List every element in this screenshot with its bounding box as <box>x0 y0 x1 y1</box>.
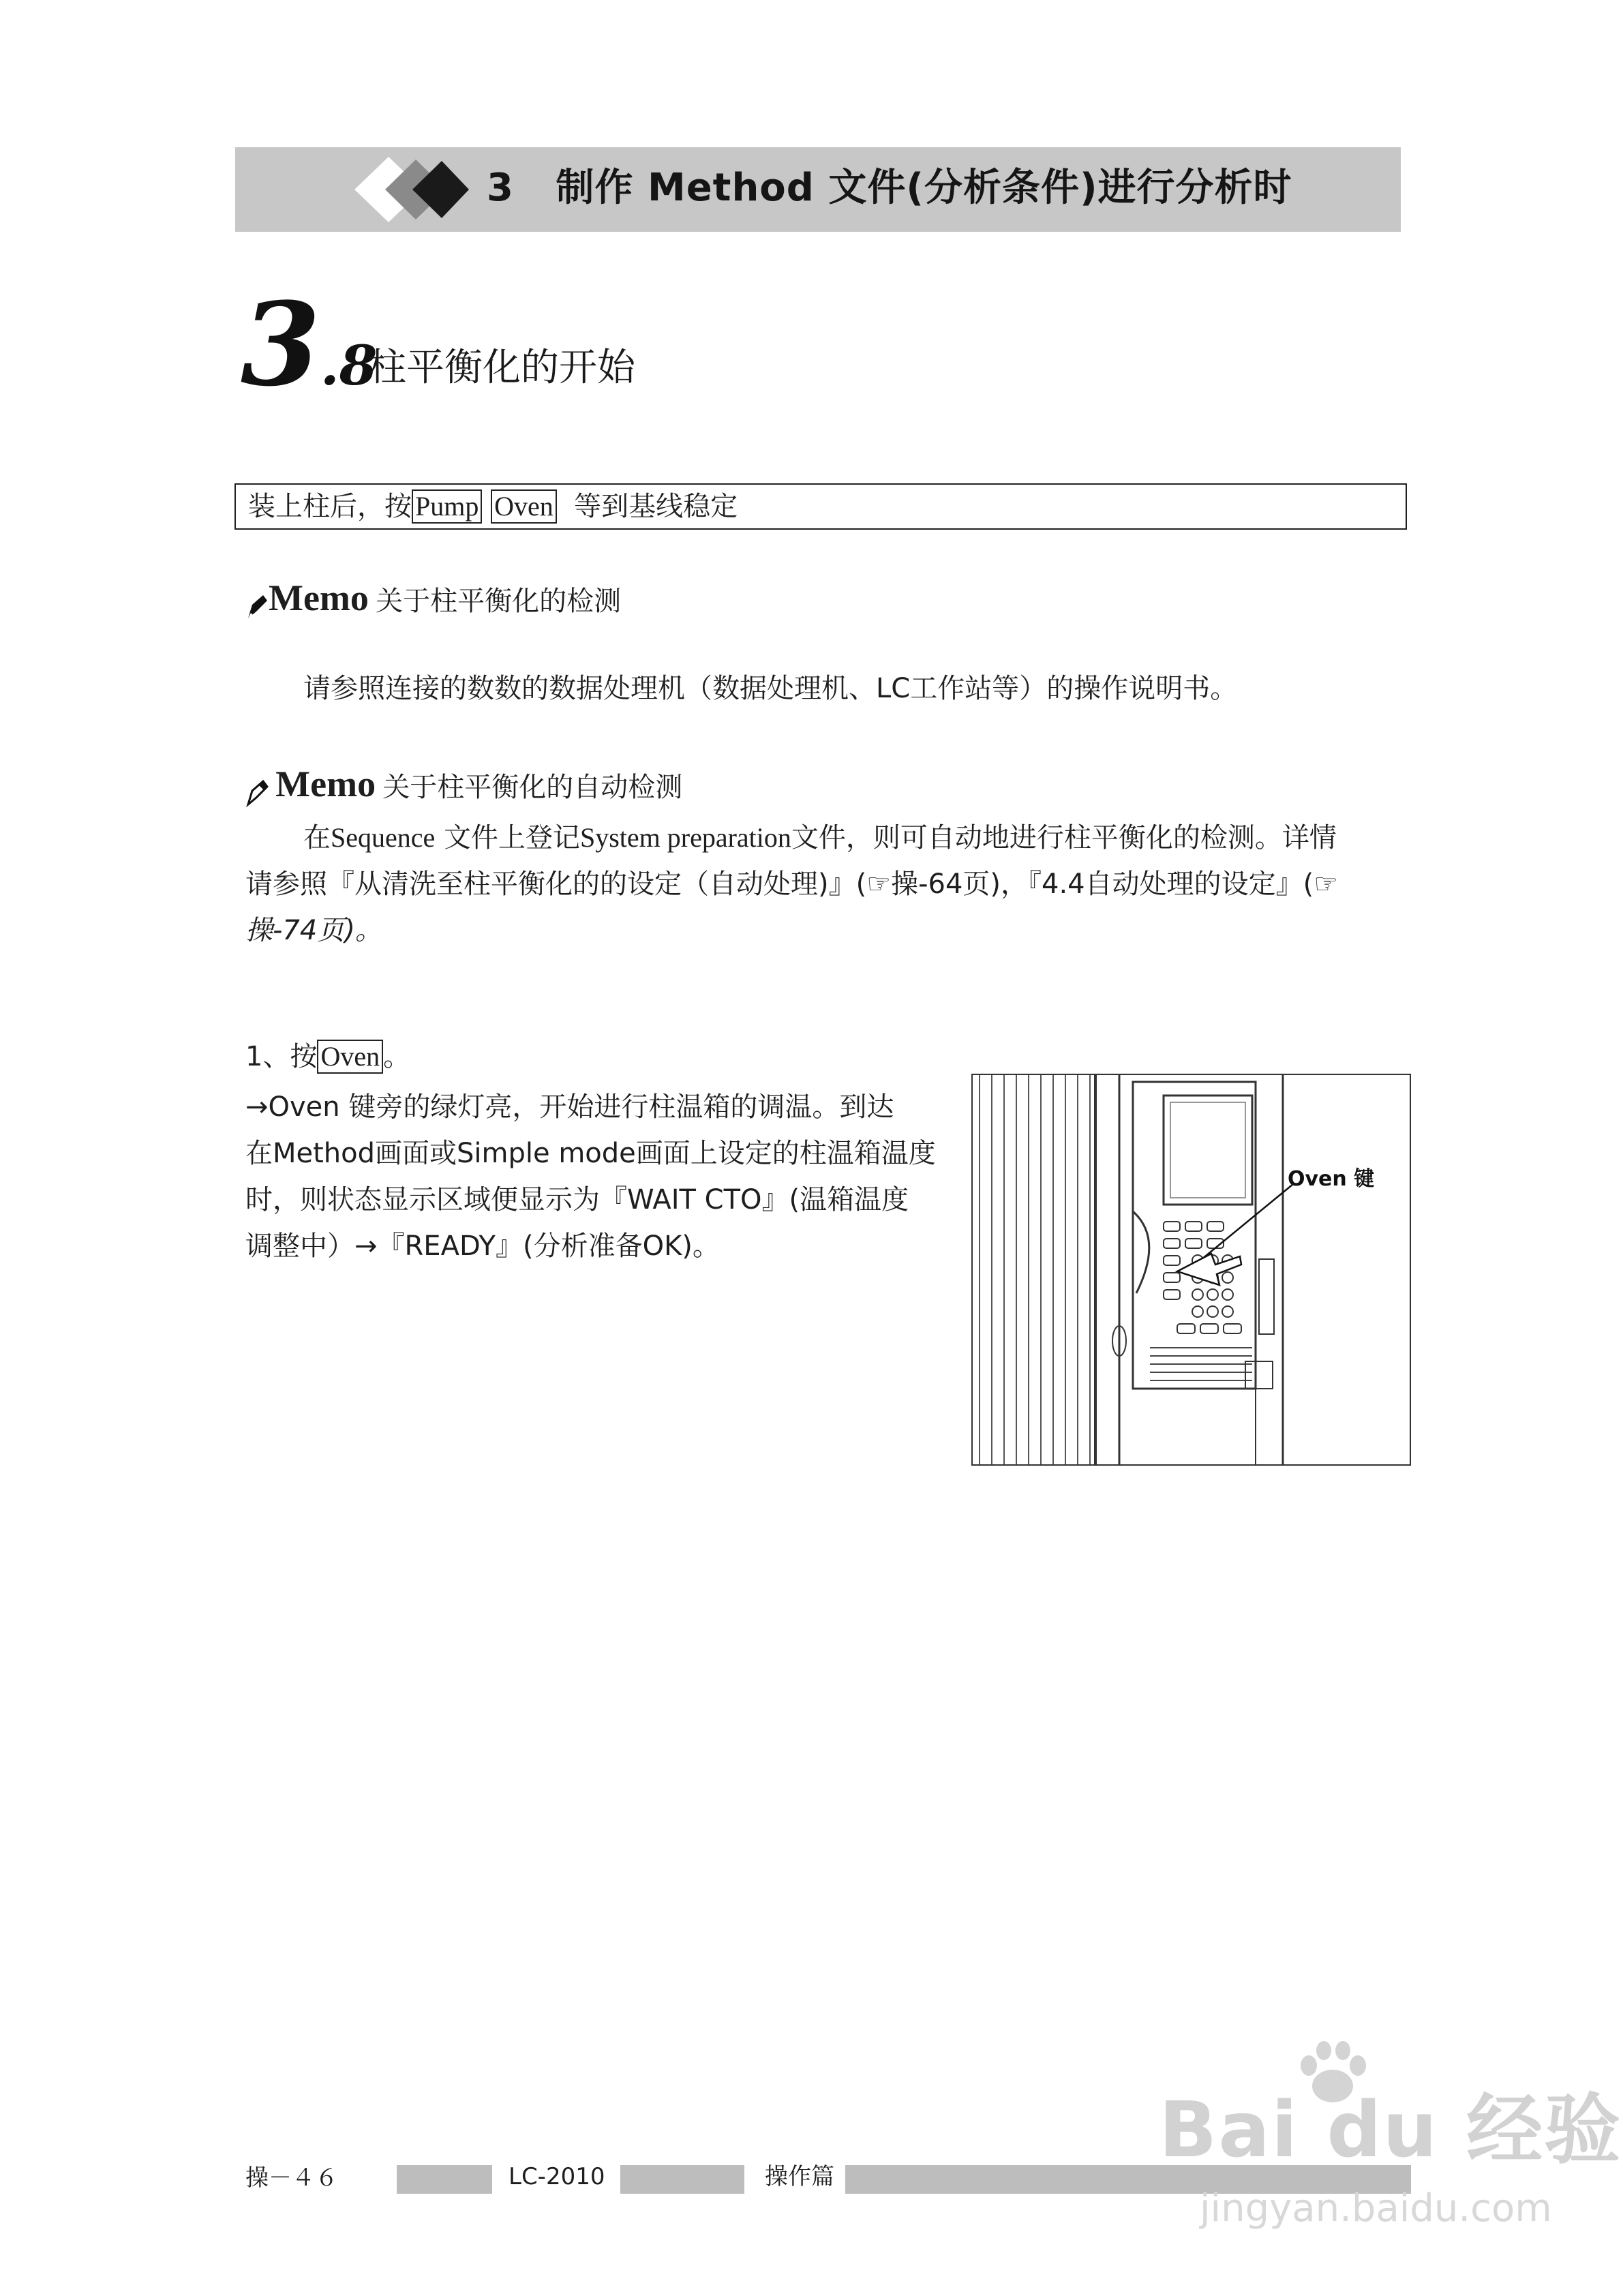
memo1-title: 关于柱平衡化的检测 <box>376 586 622 617</box>
chapter-diamond-icon <box>348 149 470 230</box>
footer-chapter: 操作篇 <box>765 2163 834 2190</box>
section-number: 3.8 <box>241 277 378 412</box>
watermark-brand: Bai du 经验 <box>1159 2086 1622 2175</box>
memo2-label: Memo <box>275 764 376 804</box>
memo2-body <box>245 815 1404 954</box>
section-sub-number: .8 <box>320 333 378 397</box>
memo1-label: Memo <box>269 577 369 618</box>
instruction-text: 装上柱后，按 Pump Oven 等到基线稳定 <box>248 491 738 522</box>
memo1-heading <box>245 574 621 625</box>
step1-line4: 调整中）→『READY』(分析准备OK)。 <box>245 1230 720 1262</box>
step1-line3: 时，则状态显示区域便显示为『WAIT CTO』(温箱温度 <box>245 1184 909 1215</box>
step1-heading: 1、按 Oven 。 <box>245 1041 411 1072</box>
memo2-heading <box>245 760 682 811</box>
oven-key-label: Oven <box>491 489 557 524</box>
chapter-number: 3 <box>487 166 514 210</box>
memo2-title: 关于柱平衡化的自动检测 <box>382 772 683 803</box>
memo1-body: 请参照连接的数数的数据处理机（数据处理机、LC工作站等）的操作说明书。 <box>303 673 1238 704</box>
chapter-title <box>487 161 1292 215</box>
oven-key-label: Oven <box>317 1040 383 1074</box>
memo2-line1: 在Sequence 文件上登记System preparation文件，则可自动地进行柱平衡化的检测。详情 <box>303 822 1337 854</box>
step1-line2: 在Method画面或Simple mode画面上设定的柱温箱温度 <box>245 1138 936 1169</box>
pump-key-label: Pump <box>412 489 482 524</box>
memo2-line2: 请参照『从清洗至柱平衡化的的设定（自动处理)』(☞操-64页)，『4.4自动处理的设定』(☞ <box>245 868 1339 900</box>
footer-bar <box>620 2165 744 2194</box>
step1-body <box>245 1084 941 1269</box>
pencil-icon <box>245 594 269 621</box>
oven-key-callout: Oven 键 <box>1288 1167 1375 1191</box>
memo2-line3: 操-74页)。 <box>245 915 382 946</box>
footer-model: LC-2010 <box>509 2163 605 2190</box>
footer-bar <box>397 2165 492 2194</box>
section-title: 柱平衡化的开始 <box>368 346 635 390</box>
chapter-title-text: 制作 Method 文件(分析条件)进行分析时 <box>556 166 1292 210</box>
footer-page-number: 操－４６ <box>245 2164 338 2192</box>
pencil-icon <box>245 780 269 807</box>
step1-line1: →Oven 键旁的绿灯亮，开始进行柱温箱的调温。到达 <box>245 1091 894 1123</box>
watermark-url: jingyan.baidu.com <box>1200 2186 1552 2231</box>
instrument-illustration <box>973 1075 1411 1466</box>
instrument-figure <box>971 1074 1411 1466</box>
